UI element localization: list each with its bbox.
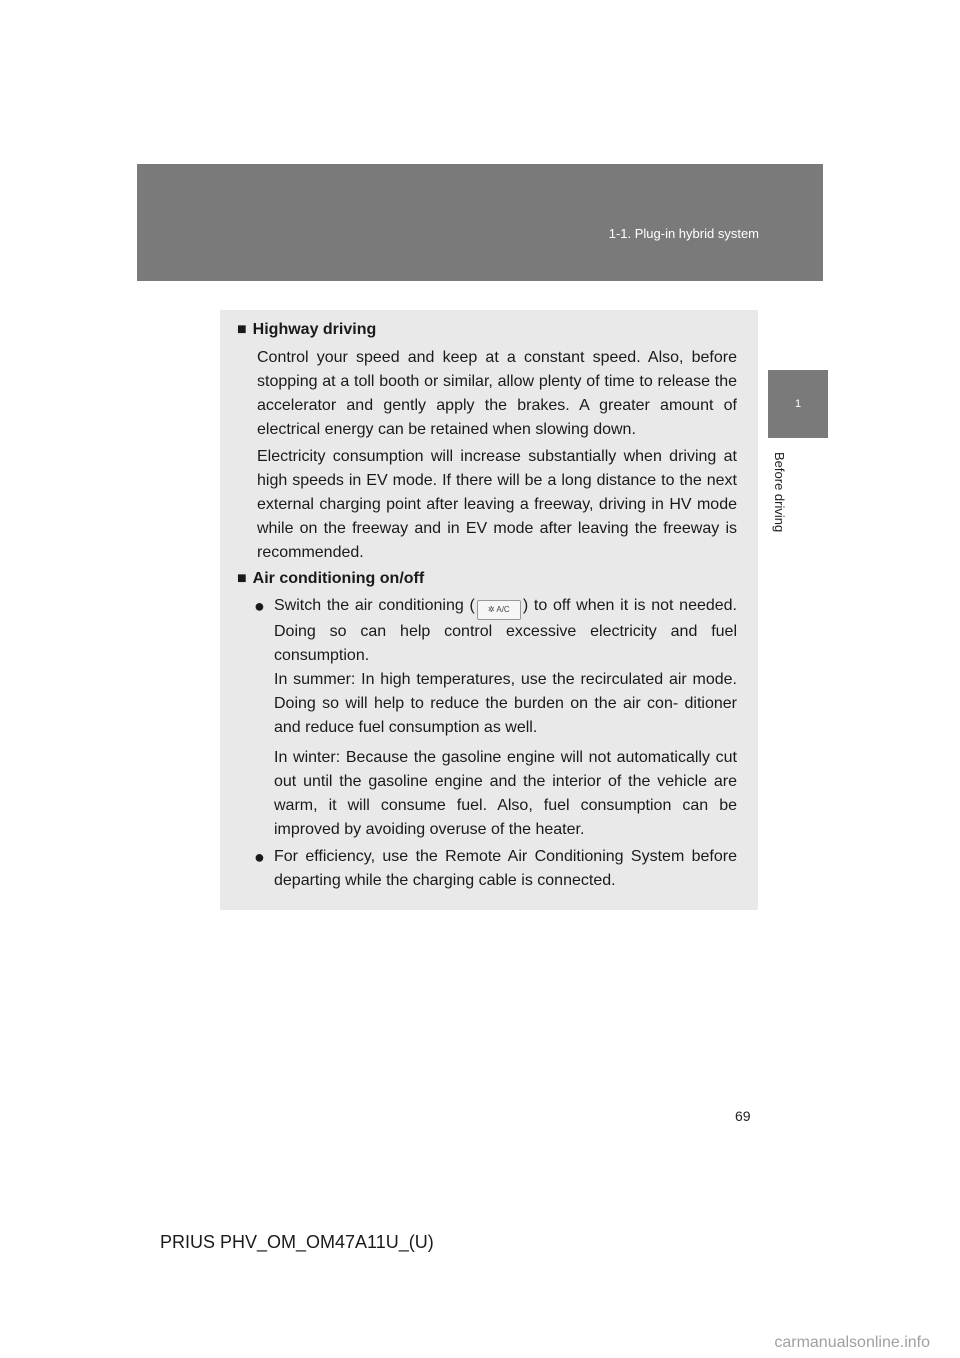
ac-bullet-1 [274,594,737,668]
bullet-icon: ● [254,596,265,616]
highway-paragraph-1: Control your speed and keep at a constant speed. Also, before stopping at a toll booth or similar, allow plenty of time to release the accelerator and gently apply the brakes. A greater amount of electrical energy can be retained when slowing down. [257,349,737,438]
square-marker-icon: ■ [237,321,247,338]
chapter-label: Before driving [772,452,787,533]
ac-heading [237,567,424,591]
header-band [137,164,823,281]
ac-bullet-2: For efficiency, use the Remote Air Conditioning System before departing while the charging cable is connected. [274,848,737,889]
ac-title: Air conditioning on/off [252,570,425,587]
highway-paragraph-2: Electricity consumption will increase substantially when driving at high speeds in EV mode. If there will be a long distance to the next external charging point after leaving a freeway, driving in HV mode while on the freeway and in EV mode after leaving the freeway is recommended. [257,448,737,561]
highway-title: Highway driving [252,321,377,338]
ac-bullet-1-text-after: ) to off when it is not needed. Doing so can help control excessive electricity and fuel consumption. [274,597,738,664]
highway-heading [237,318,376,342]
chapter-number: 1 [794,398,802,410]
ac-bullet-1-text-before: Switch the air conditioning ( [274,597,475,614]
winter-paragraph: In winter: Because the gasoline engine will not automatically cut out until the gasoline engine and the interior of the vehicle are warm, it will consume fuel. Also, fuel consumption can be improved by avoiding overuse of the heater. [274,749,737,838]
ac-button-icon: ✲ A/C [477,600,521,620]
document-id: PRIUS PHV_OM_OM47A11U_(U) [160,1232,434,1252]
section-title: 1-1. Plug-in hybrid system [608,226,759,241]
chapter-tab [768,370,828,438]
page-number: 69 [735,1108,751,1124]
bullet-icon: ● [254,847,265,867]
square-marker-icon: ■ [237,570,247,587]
content-box [220,310,758,910]
summer-paragraph: In summer: In high temperatures, use the recirculated air mode. Doing so will help to reduce the burden on the air con- ditioner and reduce fuel consumption as well. [274,671,737,736]
watermark: carmanualsonline.info [774,1334,930,1351]
